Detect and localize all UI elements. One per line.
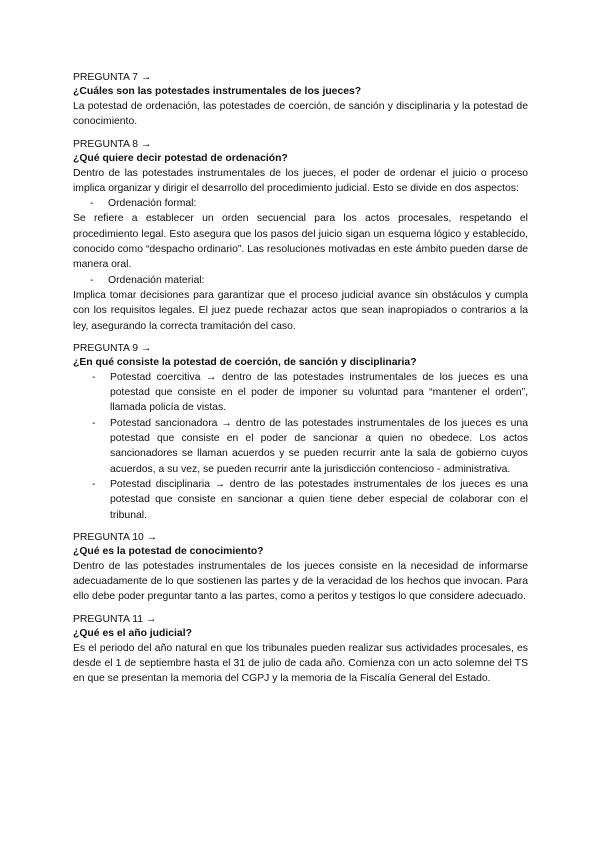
subsection-heading-text: Ordenación formal:: [108, 198, 197, 210]
question-8-title: ¿Qué quiere decir potestad de ordenación?: [73, 152, 288, 164]
question-7-title: ¿Cuáles son las potestades instrumentales de los jueces?: [73, 86, 362, 97]
subsection-heading-material: [73, 273, 528, 288]
question-9-title: ¿En qué consiste la potestad de coerción, de sanción y disciplinaria?: [73, 356, 417, 368]
question-9: [73, 342, 528, 523]
subsection-text-material: Implica tomar decisiones para garantizar que el proceso judicial avance sin obstáculos y cumpla con los requisitos legales. El juez puede rechazar actos que sean inapropiados o contrarios a la ley, asegurando la correcta tramitación del caso.: [73, 289, 528, 332]
question-8-intro: Dentro de las potestades instrumentales de los jueces, el poder de ordenar el juicio o proceso implica organizar y dirigir el desarrollo del procedimiento judicial. Esto se divide en dos aspectos:: [73, 167, 528, 194]
question-7: [73, 71, 528, 130]
question-10-label: PREGUNTA 10 →: [73, 531, 158, 543]
question-8: [73, 138, 528, 334]
question-11-answer: Es el periodo del año natural en que los tribunales pueden realizar sus actividades procesales, es desde el 1 de septiembre hasta el 31 de julio de cada año. Comienza con un acto solemne del TS en que se presentan la memoria del CGPJ y la memoria de la Fiscalía General del Estado.: [73, 642, 528, 685]
list-item: [73, 477, 528, 523]
list-item: [73, 416, 528, 477]
list-dash: -: [92, 417, 96, 429]
list-item-text: Potestad disciplinaria → dentro de las potestades instrumentales de los jueces es una potestad que consiste en sancionar a quien tiene deber especial de colaborar con el tribunal.: [110, 478, 528, 521]
list-dash: -: [90, 274, 94, 286]
list-dash: -: [92, 478, 96, 490]
question-7-answer: La potestad de ordenación, las potestades de coerción, de sanción y disciplinaria y la potestad de conocimiento.: [73, 101, 528, 128]
question-11-title: ¿Qué es el año judicial?: [73, 627, 192, 639]
question-7-label: PREGUNTA 7 →: [73, 72, 152, 83]
list-item-text: Potestad coercitiva → dentro de las potestades instrumentales de los jueces es una potestad que consiste en el poder de imponer su voluntad para “mantener el orden”, llamada policía de vistas.: [110, 371, 528, 414]
list-item: [73, 370, 528, 416]
subsection-heading-formal: [73, 196, 528, 211]
question-8-label: PREGUNTA 8 →: [73, 138, 152, 150]
subsection-heading-text: Ordenación material:: [108, 274, 205, 286]
question-10: [73, 531, 528, 605]
question-9-label: PREGUNTA 9 →: [73, 342, 152, 354]
question-10-title: ¿Qué es la potestad de conocimiento?: [73, 545, 264, 557]
list-dash: -: [92, 371, 96, 383]
subsection-text-formal: Se refiere a establecer un orden secuencial para los actos procesales, respetando el procedimiento legal. Esto asegura que los pasos del juicio sigan un esquema lógico y establecido, conocido como “despacho ordinario”. Las resoluciones motivadas en este ámbito pueden darse de manera oral.: [73, 213, 528, 271]
question-11-label: PREGUNTA 11 →: [73, 613, 157, 625]
document-content: [73, 71, 528, 687]
list-dash: -: [90, 198, 94, 210]
question-11: [73, 613, 528, 687]
question-10-answer: Dentro de las potestades instrumentales de los jueces consiste en la necesidad de informarse adecuadamente de lo que sostienen las partes y de la veracidad de los hechos que invocan. Para ello debe poder preguntar tanto a las partes, como a peritos y testigos lo que considere adecuado.: [73, 560, 528, 603]
list-item-text: Potestad sancionadora → dentro de las potestades instrumentales de los jueces es una potestad que consiste en el poder de sancionar a quien no obedece. Los actos sancionadores se llaman acuerdos y se pueden recurrir ante la sala de gobierno cuyos acuerdos, a su vez, se pueden recurrir ante la jurisdicción contencioso - administrativa.: [110, 417, 528, 475]
